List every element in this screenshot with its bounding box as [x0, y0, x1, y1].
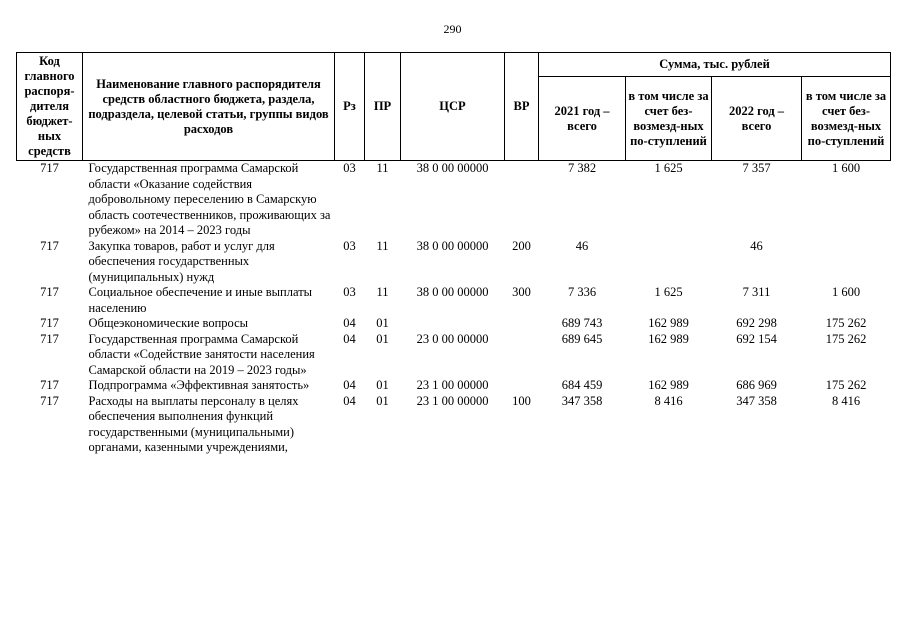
page-number: 290 — [443, 22, 462, 36]
cell-pr: 01 — [376, 331, 389, 346]
cell-csr: 38 0 00 00000 — [416, 238, 489, 253]
cell-name: Подпрограмма «Эффективная занятость» — [88, 378, 310, 392]
header-2022-free: в том числе за счет без-возмезд-ных по-ступлений — [802, 77, 891, 161]
cell-code: 717 — [40, 238, 59, 253]
cell-sum-2022: 686 969 — [736, 378, 777, 392]
cell-csr: 38 0 00 00000 — [416, 285, 489, 299]
cell-sum-2021: 347 358 — [561, 393, 603, 408]
table-row — [17, 394, 891, 456]
cell-free-2022: 175 262 — [825, 378, 867, 392]
header-2021-free: в том числе за счет без-возмезд-ных по-ступлений — [626, 77, 712, 161]
cell-name: Государственная программа Самарской области «Оказание содействия добровольному переселению в Самарскую область соотечественников, проживающих за рубежом» на 2014 – 2023 годы — [88, 161, 331, 237]
cell-sum-2021: 7 336 — [567, 285, 597, 299]
cell-sum-2021: 684 459 — [561, 378, 603, 392]
cell-vr — [505, 378, 539, 394]
table-row — [17, 332, 891, 379]
cell-sum-2022: 692 298 — [736, 316, 777, 330]
cell-free-2021: 162 989 — [648, 378, 689, 392]
cell-rz: 04 — [343, 316, 356, 330]
cell-code: 717 — [40, 393, 59, 408]
cell-free-2021: 1 625 — [654, 285, 683, 299]
cell-free-2021: 1 625 — [654, 161, 683, 175]
cell-csr: 23 0 00 00000 — [416, 331, 489, 346]
cell-pr: 11 — [376, 161, 389, 175]
table-row — [17, 161, 891, 239]
cell-code: 717 — [40, 331, 59, 346]
cell-name: Общеэкономические вопросы — [88, 316, 249, 330]
cell-sum-2021: 7 382 — [567, 161, 597, 175]
cell-sum-2022: 7 357 — [742, 161, 771, 175]
cell-sum-2022: 692 154 — [736, 331, 777, 346]
cell-csr: 23 1 00 00000 — [416, 393, 489, 408]
cell-pr: 11 — [376, 238, 389, 253]
cell-free-2022: 175 262 — [825, 316, 867, 330]
cell-free-2021: 162 989 — [648, 316, 689, 330]
cell-csr: 23 1 00 00000 — [416, 378, 489, 392]
cell-rz: 04 — [343, 378, 356, 392]
cell-sum-2022: 347 358 — [736, 393, 777, 408]
cell-rz: 03 — [343, 285, 356, 299]
cell-rz: 04 — [343, 393, 356, 408]
cell-name: Социальное обеспечение и иные выплаты населению — [88, 285, 313, 315]
cell-vr: 200 — [512, 238, 531, 253]
cell-free-2022 — [802, 239, 891, 286]
cell-rz: 04 — [343, 331, 356, 346]
cell-name: Закупка товаров, работ и услуг для обеспечения государственных (муниципальных) нужд — [88, 238, 275, 284]
table-row — [17, 378, 891, 394]
cell-code: 717 — [40, 378, 59, 392]
cell-sum-2021: 46 — [575, 238, 589, 253]
header-2021-total: 2021 год – всего — [539, 77, 626, 161]
header-row-top — [17, 53, 891, 77]
header-vr: ВР — [505, 53, 539, 161]
table-row — [17, 239, 891, 286]
cell-pr: 01 — [376, 393, 389, 408]
cell-pr: 01 — [376, 378, 389, 392]
header-sum: Сумма, тыс. рублей — [539, 53, 891, 77]
cell-csr: 38 0 00 00000 — [416, 161, 489, 175]
cell-rz: 03 — [343, 238, 356, 253]
cell-vr: 300 — [512, 285, 531, 299]
cell-sum-2022: 46 — [750, 238, 763, 253]
cell-pr: 01 — [376, 316, 389, 330]
cell-free-2022: 8 416 — [831, 393, 861, 408]
cell-code: 717 — [40, 285, 59, 299]
cell-sum-2021: 689 743 — [561, 316, 603, 330]
budget-table — [16, 52, 891, 456]
cell-free-2021: 162 989 — [648, 331, 689, 346]
cell-csr — [401, 316, 505, 332]
cell-vr — [505, 316, 539, 332]
header-csr: ЦСР — [401, 53, 505, 161]
table-row — [17, 285, 891, 316]
header-2022-total: 2022 год – всего — [712, 77, 802, 161]
cell-free-2021 — [626, 239, 712, 286]
cell-name: Расходы на выплаты персоналу в целях обеспечения выполнения функций государственными (муниципальными) органами, казенными учреждениями, — [88, 393, 299, 454]
cell-free-2022: 1 600 — [831, 285, 861, 299]
table-row — [17, 316, 891, 332]
cell-code: 717 — [40, 161, 59, 175]
cell-free-2021: 8 416 — [654, 393, 683, 408]
cell-name: Государственная программа Самарской области «Содействие занятости населения Самарской области на 2019 – 2023 годы» — [88, 331, 315, 377]
cell-free-2022: 175 262 — [825, 331, 867, 346]
header-name: Наименование главного распорядителя средств областного бюджета, раздела, подраздела, целевой статьи, группы видов расходов — [83, 53, 335, 161]
cell-vr: 100 — [512, 393, 531, 408]
cell-vr — [505, 332, 539, 379]
cell-rz: 03 — [343, 161, 356, 175]
header-code: Код главного распоря-дителя бюджет-ных средств — [17, 53, 83, 161]
cell-vr — [505, 161, 539, 239]
header-pr: ПР — [365, 53, 401, 161]
cell-sum-2021: 689 645 — [561, 331, 603, 346]
cell-free-2022: 1 600 — [831, 161, 861, 175]
cell-pr: 11 — [376, 285, 389, 299]
cell-sum-2022: 7 311 — [742, 285, 771, 299]
header-rz: Рз — [335, 53, 365, 161]
cell-code: 717 — [40, 316, 59, 330]
